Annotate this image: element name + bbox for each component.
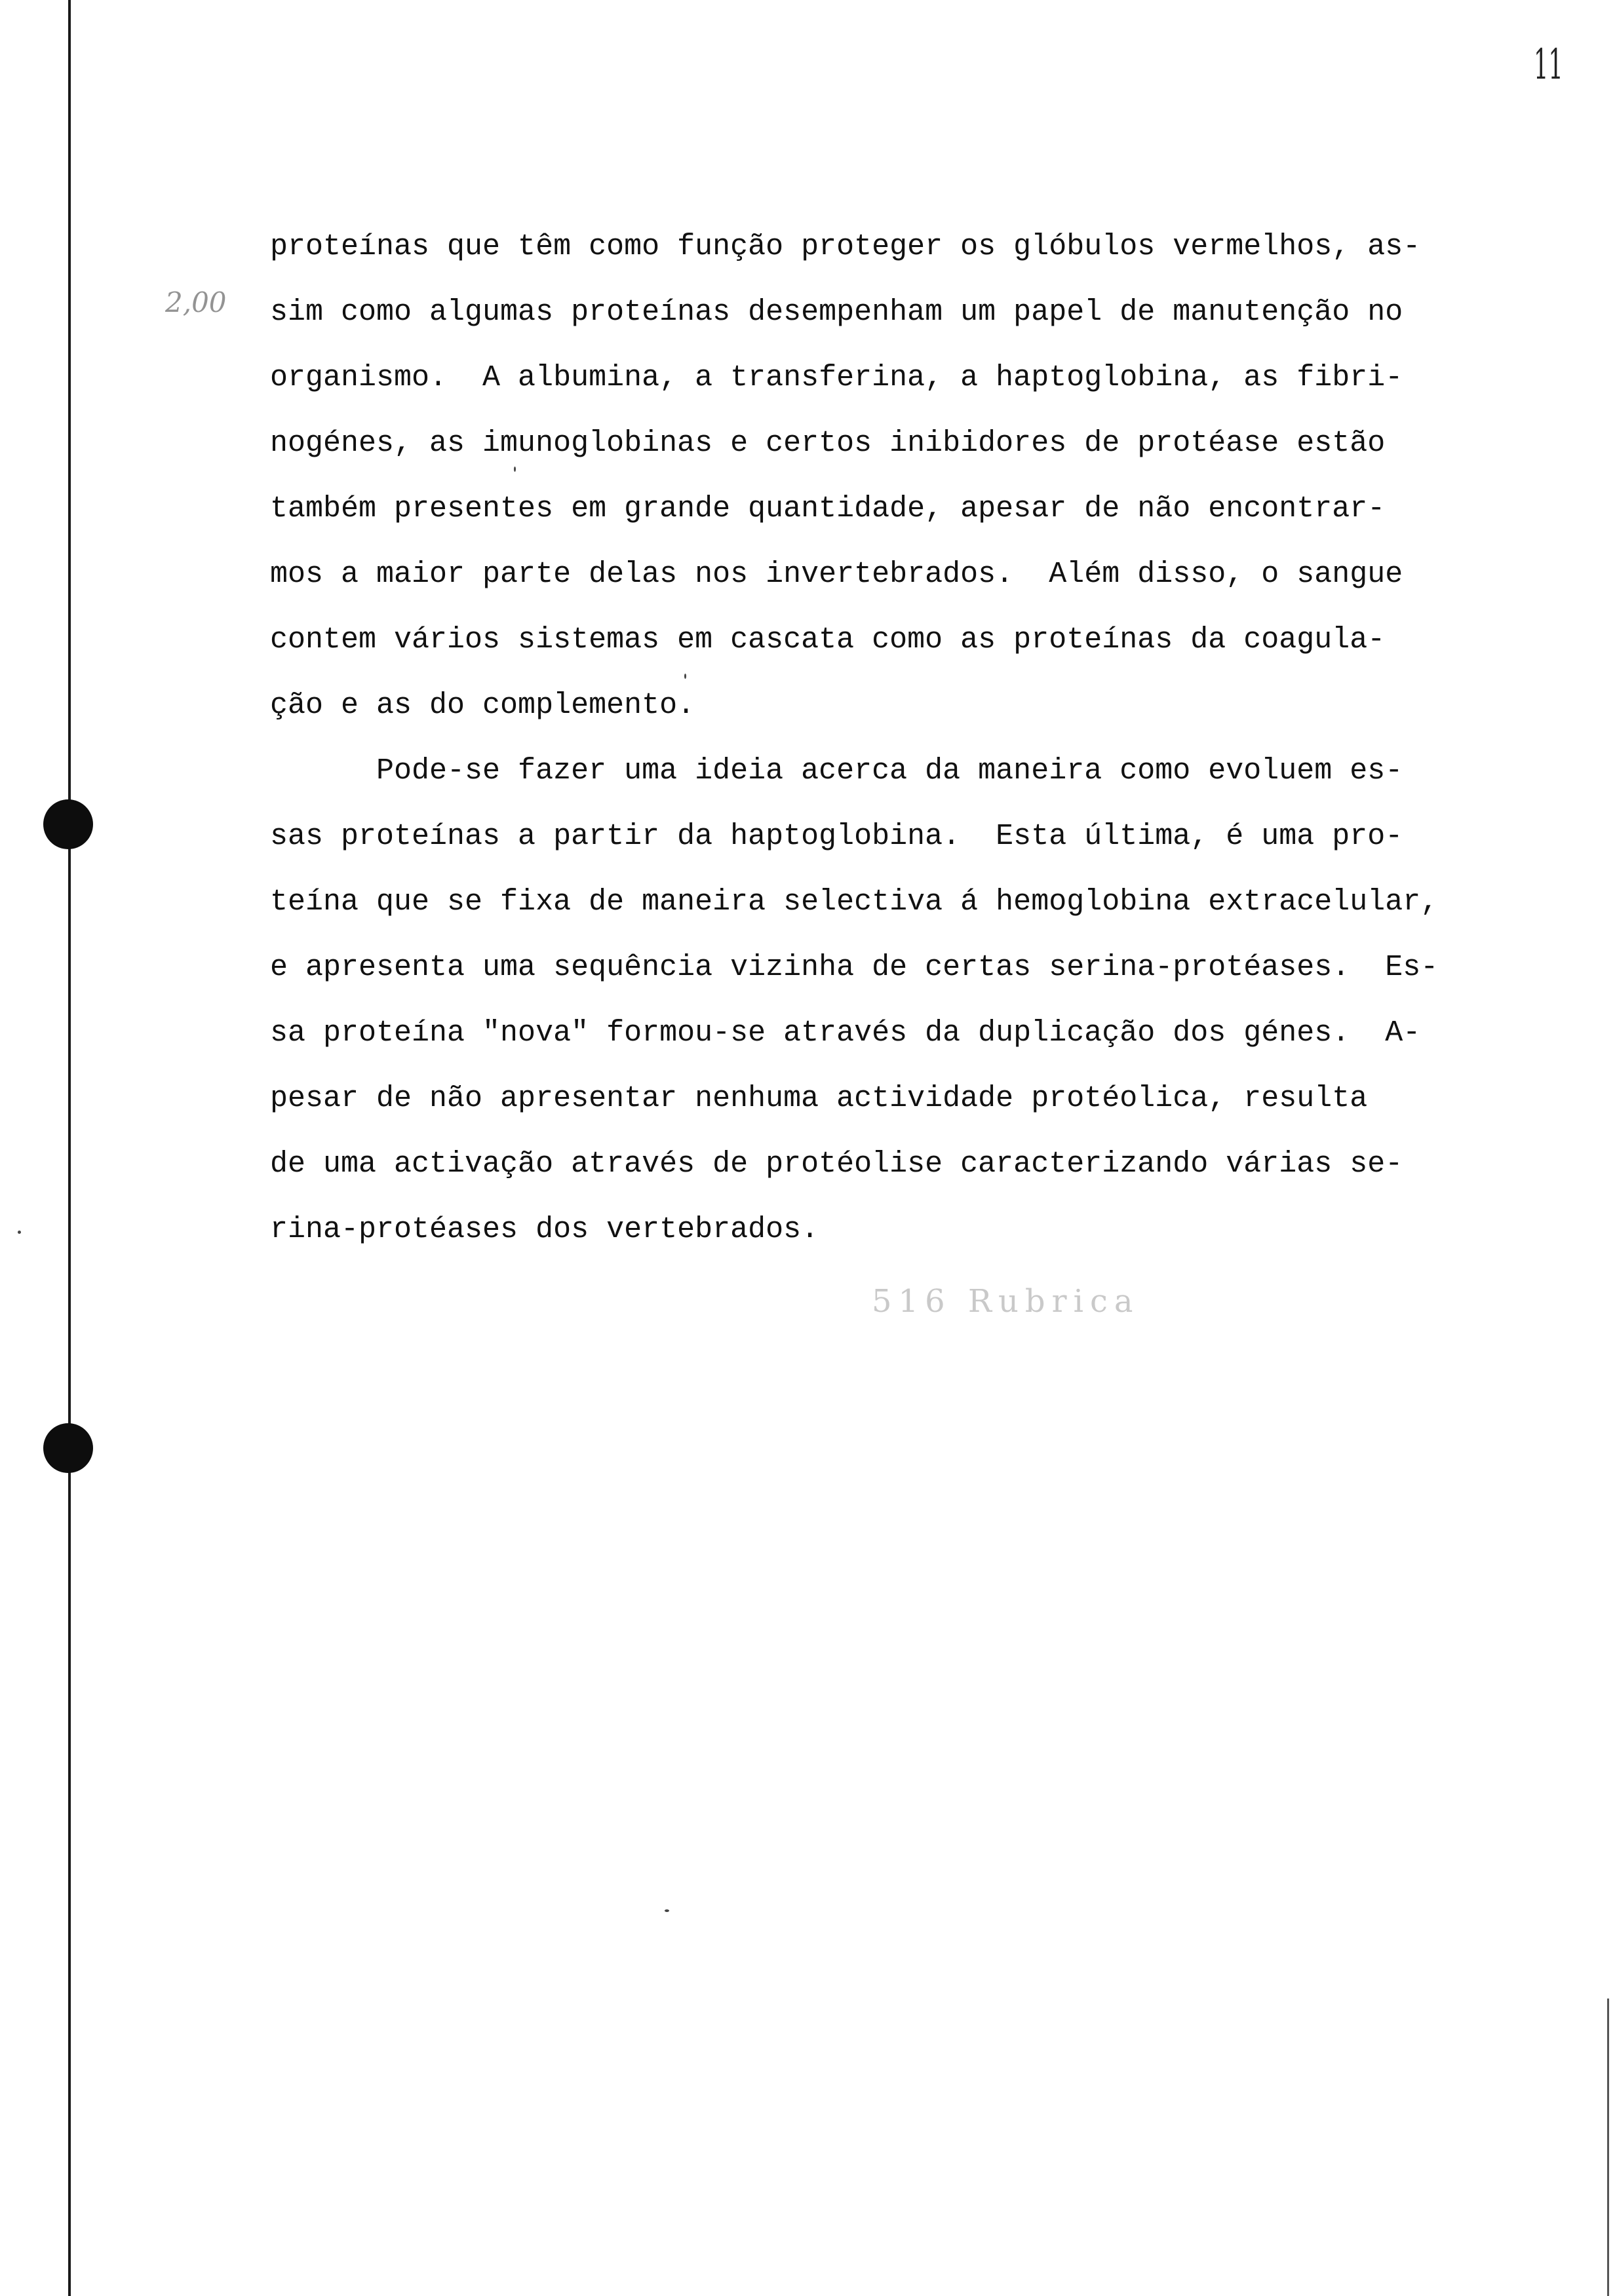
text-line: Pode-se fazer uma ideia acerca da maneira como evoluem es- — [270, 754, 1403, 788]
text-line: e apresenta uma sequência vizinha de certas serina-protéases. Es- — [270, 951, 1439, 984]
text-line: teína que se fixa de maneira selectiva á hemoglobina extracelular, — [270, 885, 1439, 919]
text-line: também presentes em grande quantidade, apesar de não encontrar- — [270, 492, 1386, 526]
margin-handwritten-note: 2,00 — [165, 286, 227, 318]
scan-speck — [514, 467, 516, 472]
scan-speck — [684, 674, 686, 679]
text-line: rina-protéases dos vertebrados. — [270, 1213, 819, 1246]
text-line: ção e as do complemento. — [270, 689, 695, 722]
text-line: nogénes, as imunoglobinas e certos inibidores de protéase estão — [270, 427, 1386, 460]
page-number: 11 — [1534, 41, 1563, 89]
text-line: sim como algumas proteínas desempenham um papel de manutenção no — [270, 296, 1403, 329]
faint-stamp: 516 Rubrica — [872, 1283, 1140, 1320]
punch-hole-top — [43, 799, 93, 849]
text-line: de uma activação através de protéolise caracterizando várias se- — [270, 1147, 1403, 1181]
page-left-edge — [68, 0, 71, 2296]
scan-speck — [18, 1231, 21, 1234]
punch-hole-bottom — [43, 1423, 93, 1473]
scan-speck — [665, 1909, 669, 1912]
text-line: pesar de não apresentar nenhuma actividade protéolica, resulta — [270, 1082, 1368, 1115]
text-line: mos a maior parte delas nos invertebrados. Além disso, o sangue — [270, 558, 1403, 591]
page-right-edge — [1607, 1999, 1609, 2296]
text-line: contem vários sistemas em cascata como as proteínas da coagula- — [270, 623, 1386, 657]
text-line: sas proteínas a partir da haptoglobina. Esta última, é uma pro- — [270, 820, 1403, 853]
text-line: organismo. A albumina, a transferina, a haptoglobina, as fibri- — [270, 361, 1403, 394]
text-line: sa proteína "nova" formou-se através da duplicação dos génes. A- — [270, 1016, 1421, 1050]
text-line: proteínas que têm como função proteger os glóbulos vermelhos, as- — [270, 230, 1421, 263]
